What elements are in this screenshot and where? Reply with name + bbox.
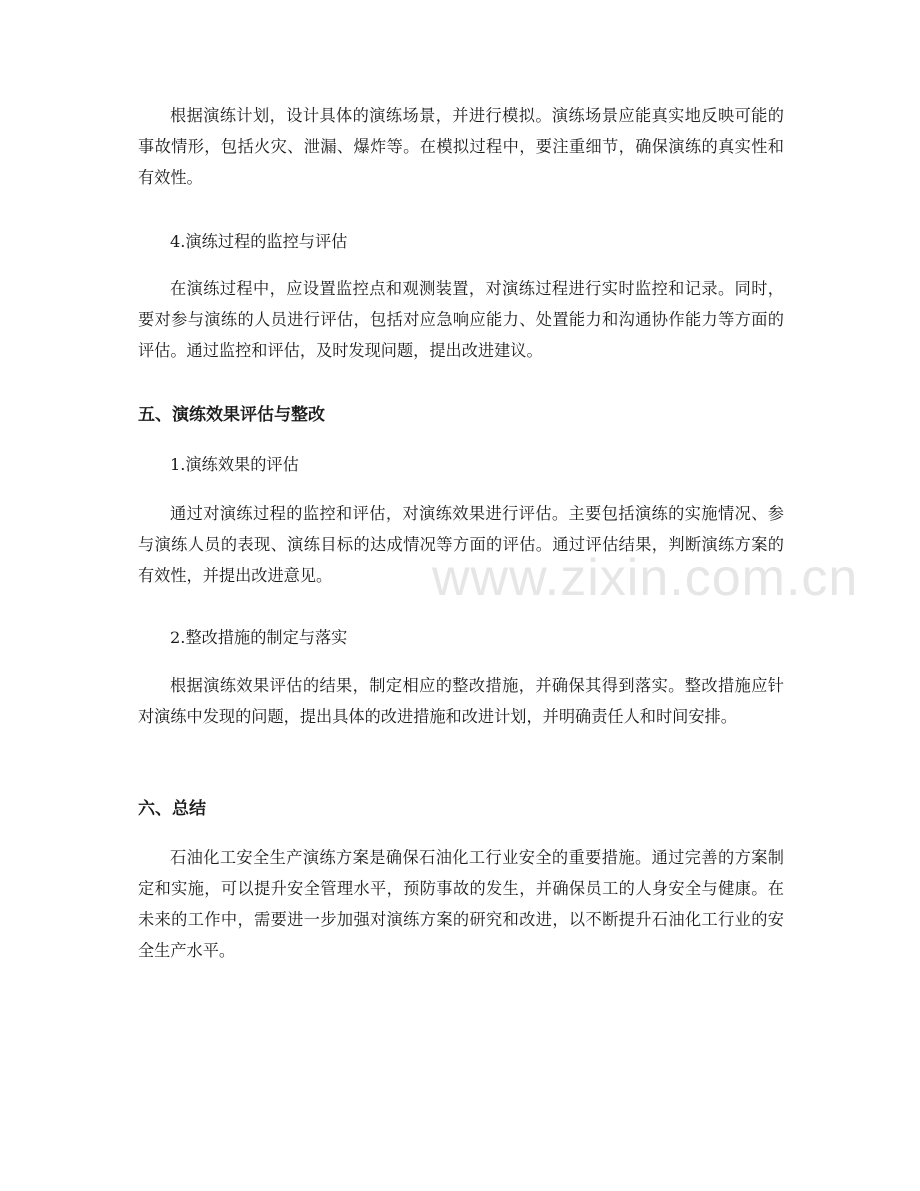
watermark: www.zixin.com.cn [432, 549, 859, 607]
paragraph-monitoring: 在演练过程中，应设置监控点和观测装置，对演练过程进行实时监控和记录。同时，要对参与演练的人员进行评估，包括对应急响应能力、处置能力和沟通协作能力等方面的评估。通过监控和评估，及时发现问题，提出改进建议。 [138, 279, 784, 360]
paragraph-effect-evaluation: 通过对演练过程的监控和评估，对演练效果进行评估。主要包括演练的实施情况、参与演练人员的表现、演练目标的达成情况等方面的评估。通过评估结果，判断演练方案的有效性，并提出改进意见。 [138, 504, 784, 585]
subheading-rectification: 2.整改措施的制定与落实 [170, 628, 348, 647]
paragraph-scenario-simulation: 根据演练计划，设计具体的演练场景，并进行模拟。演练场景应能真实地反映可能的事故情形，包括火灾、泄漏、爆炸等。在模拟过程中，要注重细节，确保演练的真实性和有效性。 [138, 106, 784, 187]
subheading-effect-evaluation: 1.演练效果的评估 [170, 455, 299, 474]
paragraph-summary: 石油化工安全生产演练方案是确保石油化工行业安全的重要措施。通过完善的方案制定和实施，可以提升安全管理水平，预防事故的发生，并确保员工的人身安全与健康。在未来的工作中，需要进一步加强对演练方案的研究和改进，以不断提升石油化工行业的安全生产水平。 [138, 848, 784, 960]
section-title-five: 五、演练效果评估与整改 [138, 405, 325, 425]
section-title-six: 六、总结 [138, 799, 206, 819]
subheading-monitoring-evaluation: 4.演练过程的监控与评估 [170, 232, 348, 251]
paragraph-rectification: 根据演练效果评估的结果，制定相应的整改措施，并确保其得到落实。整改措施应针对演练中发现的问题，提出具体的改进措施和改进计划，并明确责任人和时间安排。 [138, 676, 784, 726]
